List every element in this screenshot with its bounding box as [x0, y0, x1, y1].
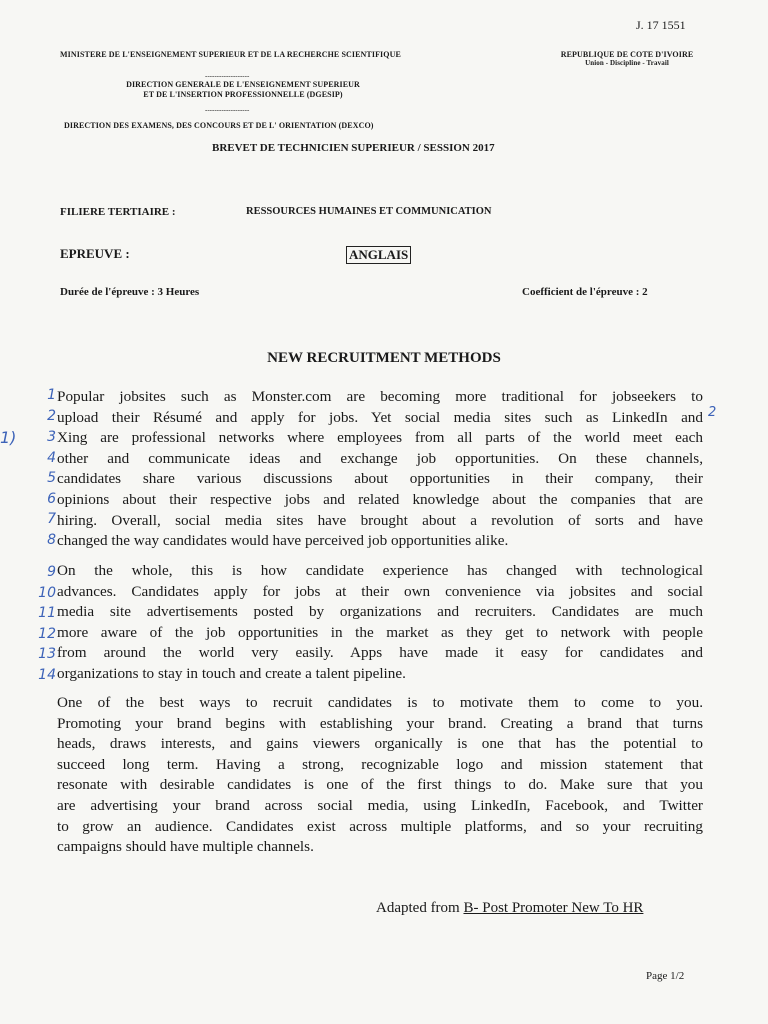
text-line: changed the way candidates would have perceived job opportunities alike.	[57, 532, 509, 550]
text-line: more aware of the job opportunities in the market as they get to network with people	[57, 623, 703, 641]
text-line: Popular jobsites such as Monster.com are becoming more traditional for jobseekers to	[57, 388, 703, 405]
line-number: 2	[47, 408, 56, 424]
epreuve-value: ANGLAIS	[346, 246, 411, 264]
line-number: 14	[38, 667, 56, 683]
filiere-value: RESSOURCES HUMAINES ET COMMUNICATION	[246, 206, 492, 217]
text-line: are advertising your brand across social media, using LinkedIn, Facebook, and Twitter	[57, 796, 703, 814]
line-number: 7	[47, 511, 56, 527]
line-number: 11	[38, 605, 56, 621]
text-line: succeed long term. Having a strong, recognizable logo and mission statement that	[57, 755, 703, 773]
page-number: Page 1/2	[646, 970, 685, 982]
text-line: from around the world very easily. Apps have made it easy for candidates and	[57, 644, 703, 662]
paragraph-3	[57, 693, 703, 858]
line-number: 1	[47, 387, 56, 403]
line-number: 10	[38, 585, 56, 601]
source-name: B- Post Promoter New To HR	[463, 900, 644, 916]
handwritten-side-mark: 2	[708, 405, 717, 420]
text-line: One of the best ways to recruit candidates is to motivate them to come to you.	[57, 694, 703, 711]
paragraph-2	[57, 561, 703, 685]
text-line: campaigns should have multiple channels.	[57, 838, 314, 856]
separator-line: -------------------	[205, 106, 250, 114]
text-line: On the whole, this is how candidate experience has changed with technological	[57, 562, 703, 579]
filiere-label: FILIERE TERTIAIRE :	[60, 206, 176, 218]
text-line: to grow an audience. Candidates exist across multiple platforms, and so your recruiting	[57, 817, 703, 835]
line-number: 12	[38, 626, 56, 642]
text-line: advances. Candidates apply for jobs at their own convenience via jobsites and social	[57, 582, 703, 600]
ministry-header: MINISTERE DE L'ENSEIGNEMENT SUPERIEUR ET DE LA RECHERCHE SCIENTIFIQUE	[60, 50, 401, 59]
line-number: 4	[47, 450, 56, 466]
dgesip-header	[108, 80, 378, 100]
text-line: heads, draws interests, and gains viewers organically is one that has the potential to	[57, 735, 703, 753]
text-line: media site advertisements posted by organizations and recruiters. Candidates are much	[57, 603, 703, 621]
line-number: 8	[47, 532, 56, 548]
epreuve-label: EPREUVE :	[60, 246, 130, 261]
text-line: candidates share various discussions about opportunities in their company, their	[57, 470, 703, 488]
document-reference: J. 17 1551	[636, 18, 686, 32]
text-line: other and communicate ideas and exchange job opportunities. On these channels,	[57, 449, 703, 467]
republic-header	[552, 50, 702, 67]
dexco-header: DIRECTION DES EXAMENS, DES CONCOURS ET DE L' ORIENTATION (DEXCO)	[64, 121, 374, 130]
dgesip-line-2: ET DE L'INSERTION PROFESSIONNELLE (DGESIP)	[143, 90, 343, 99]
source-citation	[376, 900, 643, 917]
exam-session: BREVET DE TECHNICIEN SUPERIEUR / SESSION 2017	[212, 142, 495, 154]
line-number: 5	[47, 470, 56, 486]
text-line: organizations to stay in touch and create a talent pipeline.	[57, 664, 406, 682]
dgesip-line-1: DIRECTION GENERALE DE L'ENSEIGNEMENT SUPERIEUR	[126, 80, 360, 89]
republic-motto: Union - Discipline - Travail	[585, 59, 669, 67]
exam-duration: Durée de l'épreuve : 3 Heures	[60, 286, 200, 298]
republic-name: REPUBLIQUE DE COTE D'IVOIRE	[560, 50, 694, 59]
text-line: upload their Résumé and apply for jobs. Yet social media sites such as LinkedIn and	[57, 408, 703, 426]
line-number: 6	[47, 491, 56, 507]
exam-coefficient: Coefficient de l'épreuve : 2	[522, 286, 648, 298]
text-line: Promoting your brand begins with establishing your brand. Creating a brand that turns	[57, 714, 703, 732]
text-title: NEW RECRUITMENT METHODS	[267, 350, 501, 366]
line-number: 3	[47, 429, 56, 445]
line-number: 13	[38, 646, 56, 662]
text-line: opinions about their respective jobs and related knowledge about the companies that are	[57, 490, 703, 508]
text-line: hiring. Overall, social media sites have brought about a revolution of sorts and have	[57, 511, 703, 529]
line-number: 9	[47, 564, 56, 580]
paragraph-1	[57, 387, 703, 552]
separator-line: -------------------	[205, 72, 250, 80]
source-prefix: Adapted from	[376, 900, 464, 916]
text-line: Xing are professional networks where employees from all parts of the world meet each	[57, 429, 703, 447]
handwritten-paren-mark: 1)	[0, 428, 17, 447]
text-line: resonate with desirable candidates is one of the first things to do. Make sure that you	[57, 776, 703, 794]
